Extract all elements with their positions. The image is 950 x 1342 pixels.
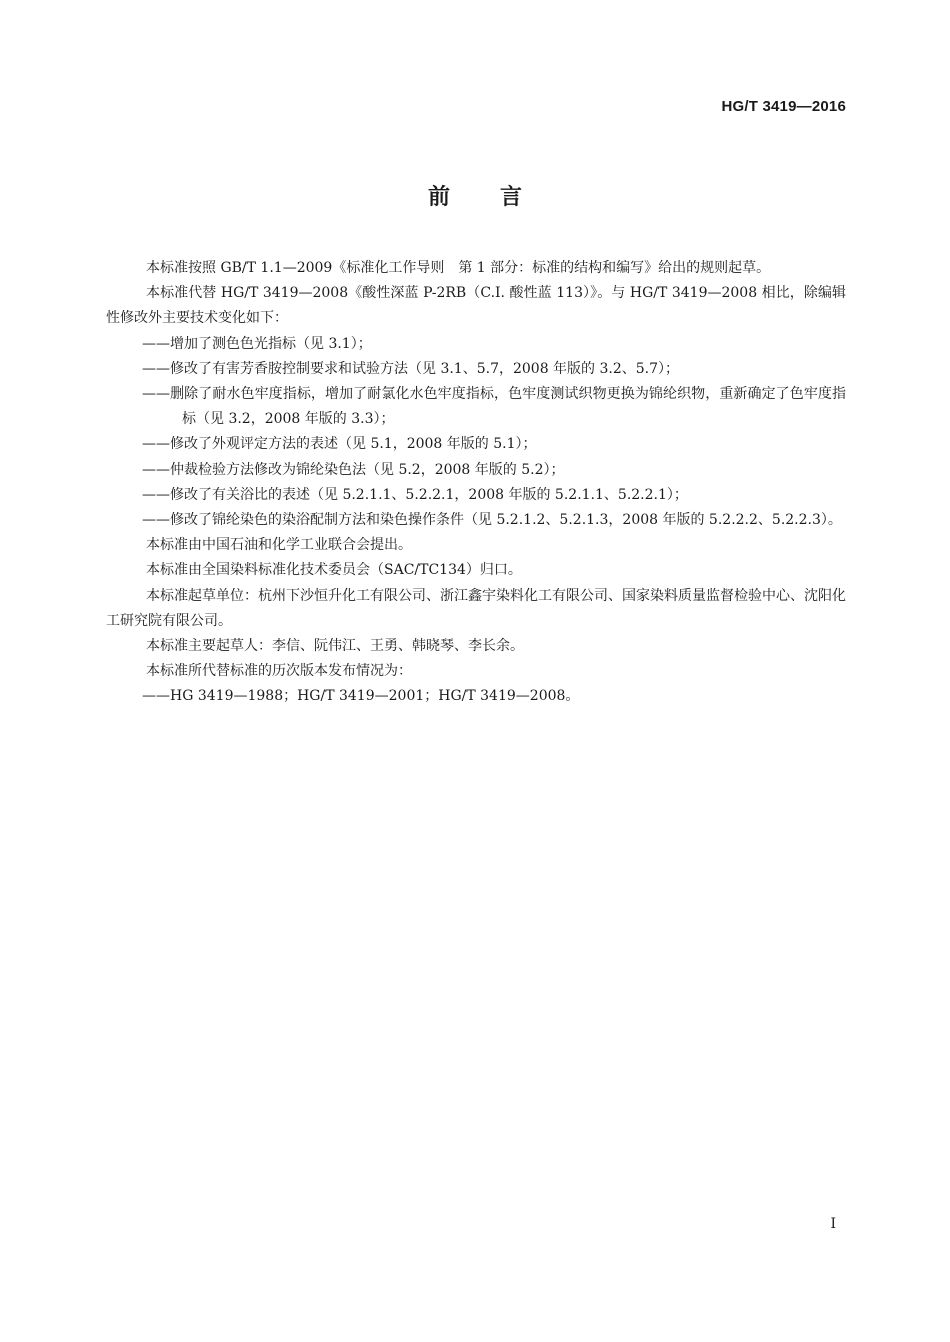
- history-item: ——HG 3419—1988；HG/T 3419—2001；HG/T 3419—2008。: [142, 688, 580, 705]
- paragraph-administered-by: 本标准由全国染料标准化技术委员会（SAC/TC134）归口。: [146, 562, 522, 579]
- page-title: 前言: [427, 185, 572, 210]
- foreword-body: [106, 256, 846, 710]
- change-item-7: ——修改了锦纶染色的染浴配制方法和染色操作条件（见 5.2.1.2、5.2.1.3，2008 年版的 5.2.2.2、5.2.2.3）。: [142, 512, 842, 529]
- standard-code: HG/T 3419—2016: [721, 98, 846, 115]
- paragraph-drafting-rules: 本标准按照 GB/T 1.1—2009《标准化工作导则 第 1 部分：标准的结构和编写》给出的规则起草。: [146, 260, 771, 276]
- change-item-4: ——修改了外观评定方法的表述（见 5.1，2008 年版的 5.1）；: [142, 436, 537, 453]
- page-number: I: [830, 1216, 836, 1232]
- paragraph-replacement: 本标准代替 HG/T 3419—2008《酸性深蓝 P-2RB（C.I. 酸性蓝 113）》。与 HG/T 3419—2008 相比，除编辑性修改外主要技术变化如下：: [106, 285, 846, 327]
- paragraph-history-intro: 本标准所代替标准的历次版本发布情况为：: [146, 663, 412, 680]
- change-item-2: ——修改了有害芳香胺控制要求和试验方法（见 3.1、5.7，2008 年版的 3.2、5.7）；: [142, 360, 680, 377]
- paragraph-drafters: 本标准主要起草人：李信、阮伟江、王勇、韩晓琴、李长余。: [146, 638, 524, 655]
- change-item-3: ——删除了耐水色牢度指标，增加了耐氯化水色牢度指标，色牢度测试织物更换为锦纶织物，重新确定了色牢度指标（见 3.2，2008 年版的 3.3）；: [142, 386, 846, 428]
- paragraph-drafting-units: 本标准起草单位：杭州下沙恒升化工有限公司、浙江鑫宇染料化工有限公司、国家染料质量监督检验中心、沈阳化工研究院有限公司。: [106, 587, 846, 629]
- change-item-5: ——仲裁检验方法修改为锦纶染色法（见 5.2，2008 年版的 5.2）；: [142, 461, 565, 478]
- paragraph-proposed-by: 本标准由中国石油和化学工业联合会提出。: [146, 537, 412, 554]
- change-item-6: ——修改了有关浴比的表述（见 5.2.1.1、5.2.2.1，2008 年版的 5.2.1.1、5.2.2.1）；: [142, 486, 688, 503]
- change-item-1: ——增加了测色色光指标（见 3.1）；: [142, 335, 372, 352]
